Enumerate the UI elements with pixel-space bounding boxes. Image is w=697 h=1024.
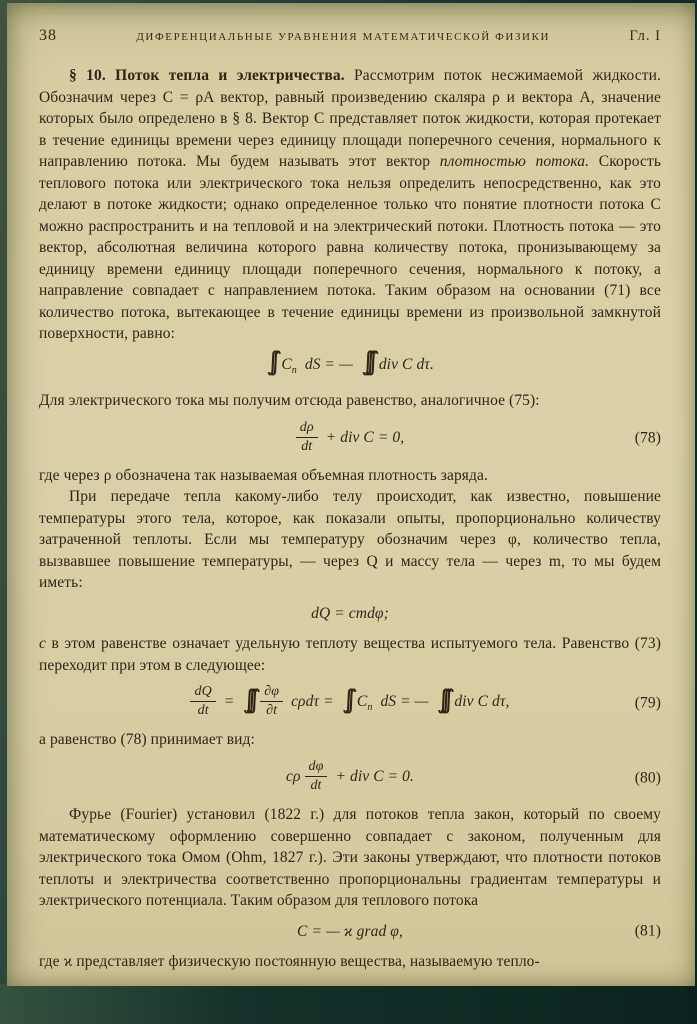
fraction xyxy=(296,420,318,455)
fraction xyxy=(260,684,283,719)
triple-integral-symbol: ∫∫∫ xyxy=(436,685,445,716)
running-title: ДИФЕРЕНЦИАЛЬНЫЕ УРАВНЕНИЯ МАТЕМАТИЧЕСКОЙ ФИЗИКИ xyxy=(136,31,551,43)
page-number: 38 xyxy=(39,27,57,44)
fraction-numerator: ∂φ xyxy=(260,684,283,702)
equation-79 xyxy=(39,685,661,720)
equation-term: dQ = cmdφ; xyxy=(311,604,389,622)
equation-78 xyxy=(39,421,661,456)
emphasized-term: плотностью потока. xyxy=(439,153,590,170)
equation-number-79: (79) xyxy=(634,694,661,712)
book-page xyxy=(7,3,695,986)
equation-term: C = — ϰ grad φ, xyxy=(297,922,403,940)
fraction-numerator: dQ xyxy=(190,684,215,702)
equation-flux-integral xyxy=(39,347,661,382)
paragraph-eq78-becomes: а равенство (78) принимает вид: xyxy=(39,731,255,749)
constant-c: c xyxy=(39,635,46,653)
subscript-n: n xyxy=(291,364,297,376)
triple-integral-symbol: ∫∫∫ xyxy=(360,347,369,378)
equation-term: div C dτ. xyxy=(378,355,434,373)
fraction-numerator: dφ xyxy=(305,759,328,777)
paragraph-section-10 xyxy=(39,65,661,345)
equation-term: + div C = 0, xyxy=(325,428,405,446)
equation-term: dS = — xyxy=(304,355,353,373)
equation-term: div C dτ, xyxy=(454,693,510,711)
fraction xyxy=(305,759,328,794)
paragraph-text: в этом равенстве означает удельную теплоту вещества испытуемого тела. Равенство (73) переходит при этом в следующее: xyxy=(39,635,661,674)
fraction-denominator: dt xyxy=(301,438,313,454)
fraction-denominator: dt xyxy=(310,778,322,794)
double-integral-symbol: ∫∫ xyxy=(341,685,347,716)
paragraph-electric-current: Для электрического тока мы получим отсюда равенство, аналогичное (75): xyxy=(39,392,540,410)
paragraph-specific-heat xyxy=(39,633,661,676)
double-integral-symbol: ∫∫ xyxy=(266,347,272,378)
equation-term: $C_n$ xyxy=(281,355,297,376)
fraction xyxy=(190,684,215,719)
fraction-denominator: dt xyxy=(197,703,209,719)
paragraph-charge-density: где через ρ обозначена так называемая объемная плотность заряда. xyxy=(39,466,488,484)
equation-term: + div C = 0. xyxy=(335,768,414,786)
equation-term: cρdτ = xyxy=(291,693,334,711)
body-text xyxy=(39,65,661,973)
equation-term: $C_n$ xyxy=(356,693,373,714)
equation-term: = xyxy=(223,693,235,711)
equation-term: dS = — xyxy=(380,693,429,711)
fraction-denominator: ∂t xyxy=(266,703,278,719)
equation-dq xyxy=(39,603,661,625)
paragraph-text: Скорость теплового потока или электрического тока нельзя определить непосредственно, как это делают в потоке жидкости; однако определенное только что понятие плотности потока C можно распространить и на тепловой и на электрический потоки. Плотность потока — это вектор, абсолютная величина которого равна количеству потока, пронизывающему за единицу времени единицу площади поперечного сечения, нормального к потоку, а направление совпадает с направлением потока. Таким образом на основании (71) все количество потока, вытекающее в течение единицы времени из произвольной замкнутой поверхности, равно: xyxy=(39,153,661,342)
triple-integral-symbol: ∫∫∫ xyxy=(242,685,251,716)
subscript-n: n xyxy=(367,702,373,714)
equation-number-81: (81) xyxy=(634,922,661,940)
chapter-label: Гл. I xyxy=(629,28,661,44)
page-header xyxy=(39,27,661,45)
paragraph-text: Рассмотрим поток несжимаемой жидкости. Обозначим через C = ρA вектор, равный произведению скаляра ρ и вектора A, значение которых было определено в § 8. Вектор C представляет поток жидкости, которая протекает в течение единицы времени через единицу площади поперечного сечения, нормального к направлению потока. Мы будем называть этот вектор xyxy=(39,67,661,170)
equation-number-78: (78) xyxy=(634,429,661,447)
equation-number-80: (80) xyxy=(634,768,661,786)
fraction-numerator: dρ xyxy=(296,420,318,438)
paragraph-kappa-constant: где ϰ представляет физическую постоянную вещества, называемую тепло- xyxy=(39,953,540,971)
paragraph-fourier-ohm: Фурье (Fourier) установил (1822 г.) для потоков тепла закон, который по своему математическому оформлению совершенно совпадает с законом, полученным для электрического тока Омом (Ohm, 1827 г.). Эти законы утверждают, что плотности потоков теплоты и электричества соответственно пропорциональны градиентам температуры и электрического потенциала. Таким образом для теплового потока xyxy=(39,806,661,910)
paragraph-heat-transfer: При передаче тепла какому-либо телу происходит, как известно, повышение температуры этого тела, которое, как показали опыты, пропорционально количеству затраченной теплоты. Если мы температуру обозначим через φ, количество тепла, вызвавшее повышение температуры, — через Q и массу тела — через m, то мы будем иметь: xyxy=(39,488,661,592)
equation-81 xyxy=(39,921,661,943)
equation-term: cρ xyxy=(286,768,301,786)
equation-80 xyxy=(39,760,661,795)
section-heading: § 10. Поток тепла и электричества. xyxy=(69,67,345,84)
